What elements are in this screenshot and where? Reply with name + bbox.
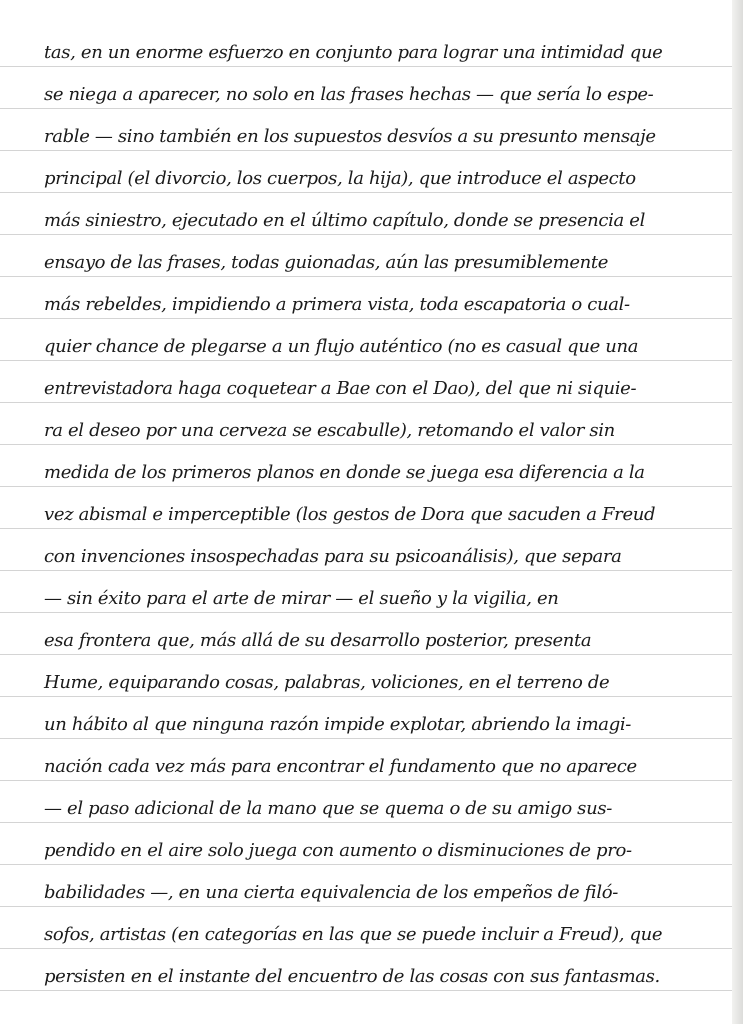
- handwritten-line: entrevistadora haga coquetear a Bae con el Dao), del que ni siquie-: [44, 378, 637, 399]
- handwritten-line: — el paso adicional de la mano que se quema o de su amigo sus-: [44, 798, 612, 819]
- handwritten-line: sofos, artistas (en categorías en las que se puede incluir a Freud), que: [44, 924, 663, 945]
- ruled-line: [0, 738, 732, 739]
- ruled-line: [0, 318, 732, 319]
- ruled-line: [0, 486, 732, 487]
- ruled-line: [0, 822, 732, 823]
- handwritten-line: con invenciones insospechadas para su psicoanálisis), que separa: [44, 546, 622, 567]
- ruled-line: [0, 150, 732, 151]
- handwritten-line: vez abismal e imperceptible (los gestos de Dora que sacuden a Freud: [44, 504, 656, 525]
- ruled-line: [0, 528, 732, 529]
- ruled-line: [0, 612, 732, 613]
- handwritten-line: medida de los primeros planos en donde se juega esa diferencia a la: [44, 462, 645, 483]
- ruled-line: [0, 192, 732, 193]
- handwritten-line: rable — sino también en los supuestos desvíos a su presunto mensaje: [44, 126, 656, 147]
- ruled-line: [0, 780, 732, 781]
- handwritten-line: más rebeldes, impidiendo a primera vista, toda escapatoria o cual-: [44, 294, 630, 315]
- handwritten-line: — sin éxito para el arte de mirar — el sueño y la vigilia, en: [44, 588, 559, 609]
- ruled-line: [0, 234, 732, 235]
- page-edge: [732, 0, 743, 1024]
- handwritten-line: babilidades —, en una cierta equivalencia de los empeños de filó-: [44, 882, 618, 903]
- handwritten-line: Hume, equiparando cosas, palabras, voliciones, en el terreno de: [44, 672, 610, 693]
- ruled-line: [0, 108, 732, 109]
- handwritten-line: nación cada vez más para encontrar el fundamento que no aparece: [44, 756, 637, 777]
- handwritten-line: pendido en el aire solo juega con aumento o disminuciones de pro-: [44, 840, 632, 861]
- ruled-line: [0, 948, 732, 949]
- ruled-line: [0, 360, 732, 361]
- ruled-line: [0, 654, 732, 655]
- ruled-line: [0, 444, 732, 445]
- handwritten-line: quier chance de plegarse a un flujo auténtico (no es casual que una: [44, 336, 639, 357]
- ruled-line: [0, 696, 732, 697]
- handwritten-line: esa frontera que, más allá de su desarrollo posterior, presenta: [44, 630, 592, 651]
- ruled-line: [0, 906, 732, 907]
- handwritten-line: tas, en un enorme esfuerzo en conjunto para lograr una intimidad que: [44, 42, 663, 63]
- ruled-line: [0, 864, 732, 865]
- handwritten-line: un hábito al que ninguna razón impide explotar, abriendo la imagi-: [44, 714, 632, 735]
- ruled-line: [0, 990, 732, 991]
- handwritten-line: persisten en el instante del encuentro de las cosas con sus fantasmas.: [44, 966, 660, 987]
- ruled-line: [0, 570, 732, 571]
- ruled-line: [0, 402, 732, 403]
- handwritten-line: se niega a aparecer, no solo en las frases hechas — que sería lo espe-: [44, 84, 654, 105]
- handwritten-line: ra el deseo por una cerveza se escabulle), retomando el valor sin: [44, 420, 615, 441]
- ruled-line: [0, 66, 732, 67]
- handwritten-line: ensayo de las frases, todas guionadas, aún las presumiblemente: [44, 252, 609, 273]
- handwritten-line: más siniestro, ejecutado en el último capítulo, donde se presencia el: [44, 210, 646, 231]
- ruled-line: [0, 276, 732, 277]
- handwritten-line: principal (el divorcio, los cuerpos, la hija), que introduce el aspecto: [44, 168, 636, 189]
